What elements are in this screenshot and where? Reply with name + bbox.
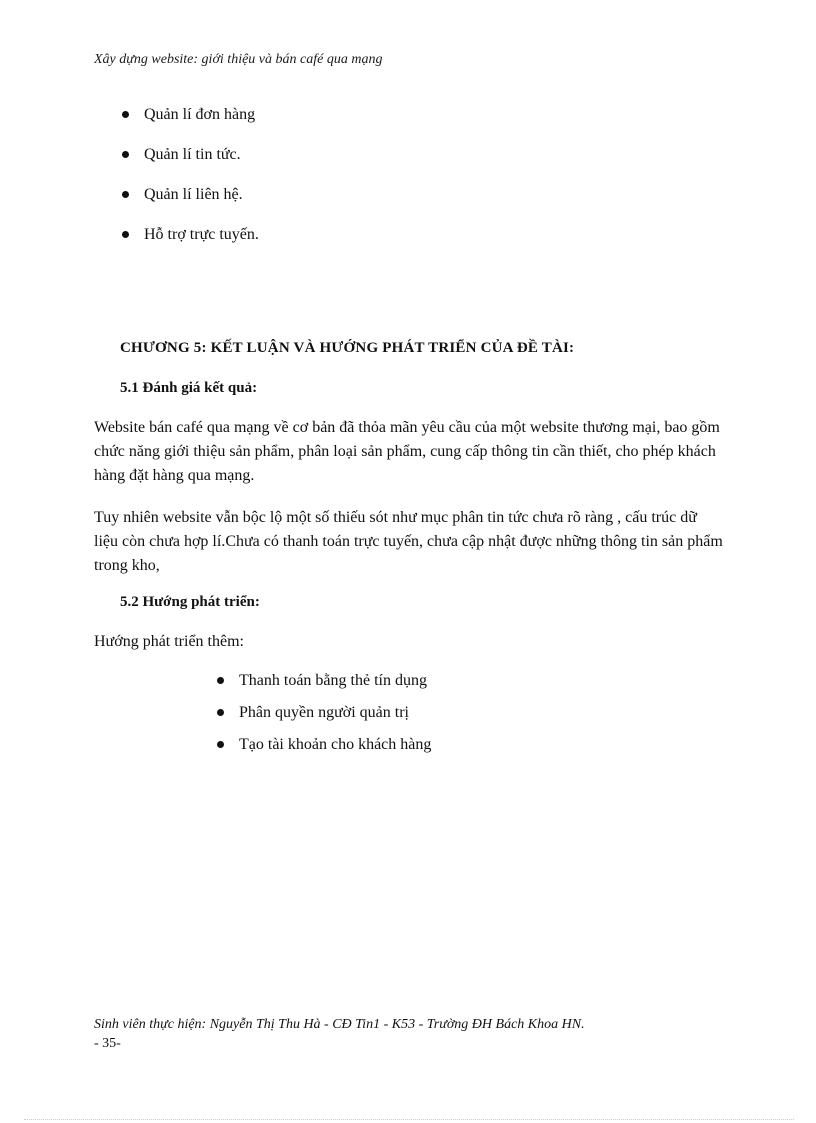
list-item bbox=[144, 104, 259, 144]
bullet-icon bbox=[217, 709, 224, 716]
list-item-text: Tạo tài khoản cho khách hàng bbox=[239, 736, 432, 753]
list-item-text: Quản lí tin tức. bbox=[144, 146, 241, 163]
feature-list bbox=[144, 104, 259, 264]
list-item-text: Phân quyền người quản trị bbox=[239, 704, 409, 721]
footer-author: Sinh viên thực hiện: Nguyễn Thị Thu Hà - CĐ Tin1 - K53 - Trường ĐH Bách Khoa HN. bbox=[94, 1017, 585, 1032]
page-bottom-divider bbox=[24, 1119, 794, 1120]
chapter-title: CHƯƠNG 5: KẾT LUẬN VÀ HƯỚNG PHÁT TRIỂN CỦA ĐỀ TÀI: bbox=[120, 340, 575, 356]
list-item-text: Quản lí liên hệ. bbox=[144, 186, 243, 203]
running-header: Xây dựng website: giới thiệu và bán café qua mạng bbox=[94, 52, 383, 67]
bullet-icon bbox=[122, 151, 129, 158]
paragraph-development-intro: Hướng phát triển thêm: bbox=[94, 633, 244, 650]
bullet-icon bbox=[122, 231, 129, 238]
page-number: - 35- bbox=[94, 1036, 121, 1051]
list-item bbox=[239, 670, 431, 702]
list-item bbox=[144, 224, 259, 264]
list-item bbox=[144, 184, 259, 224]
section-title-development: 5.2 Hướng phát triển: bbox=[120, 594, 260, 610]
list-item-text: Hỗ trợ trực tuyến. bbox=[144, 226, 259, 243]
paragraph-shortcomings: Tuy nhiên website vẫn bộc lộ một số thiếu sót như mục phân tin tức chưa rõ ràng , cấu trúc dữ liệu còn chưa hợp lí.Chưa có thanh toán trực tuyến, chưa cập nhật được những thông tin sản phẩm trong kho, bbox=[94, 509, 723, 574]
list-item bbox=[239, 702, 431, 734]
bullet-icon bbox=[122, 111, 129, 118]
paragraph-evaluation: Website bán café qua mạng về cơ bản đã thỏa mãn yêu cầu của một website thương mại, bao gồm chức năng giới thiệu sản phẩm, phân loại sản phẩm, cung cấp thông tin cần thiết, cho phép khách hàng đặt hàng qua mạng. bbox=[94, 419, 720, 484]
bullet-icon bbox=[217, 677, 224, 684]
list-item bbox=[144, 144, 259, 184]
bullet-icon bbox=[217, 741, 224, 748]
list-item bbox=[239, 734, 431, 766]
list-item-text: Quản lí đơn hàng bbox=[144, 106, 256, 123]
development-list bbox=[239, 670, 431, 766]
list-item-text: Thanh toán bằng thẻ tín dụng bbox=[239, 672, 427, 689]
bullet-icon bbox=[122, 191, 129, 198]
section-title-evaluation: 5.1 Đánh giá kết quả: bbox=[120, 380, 258, 396]
